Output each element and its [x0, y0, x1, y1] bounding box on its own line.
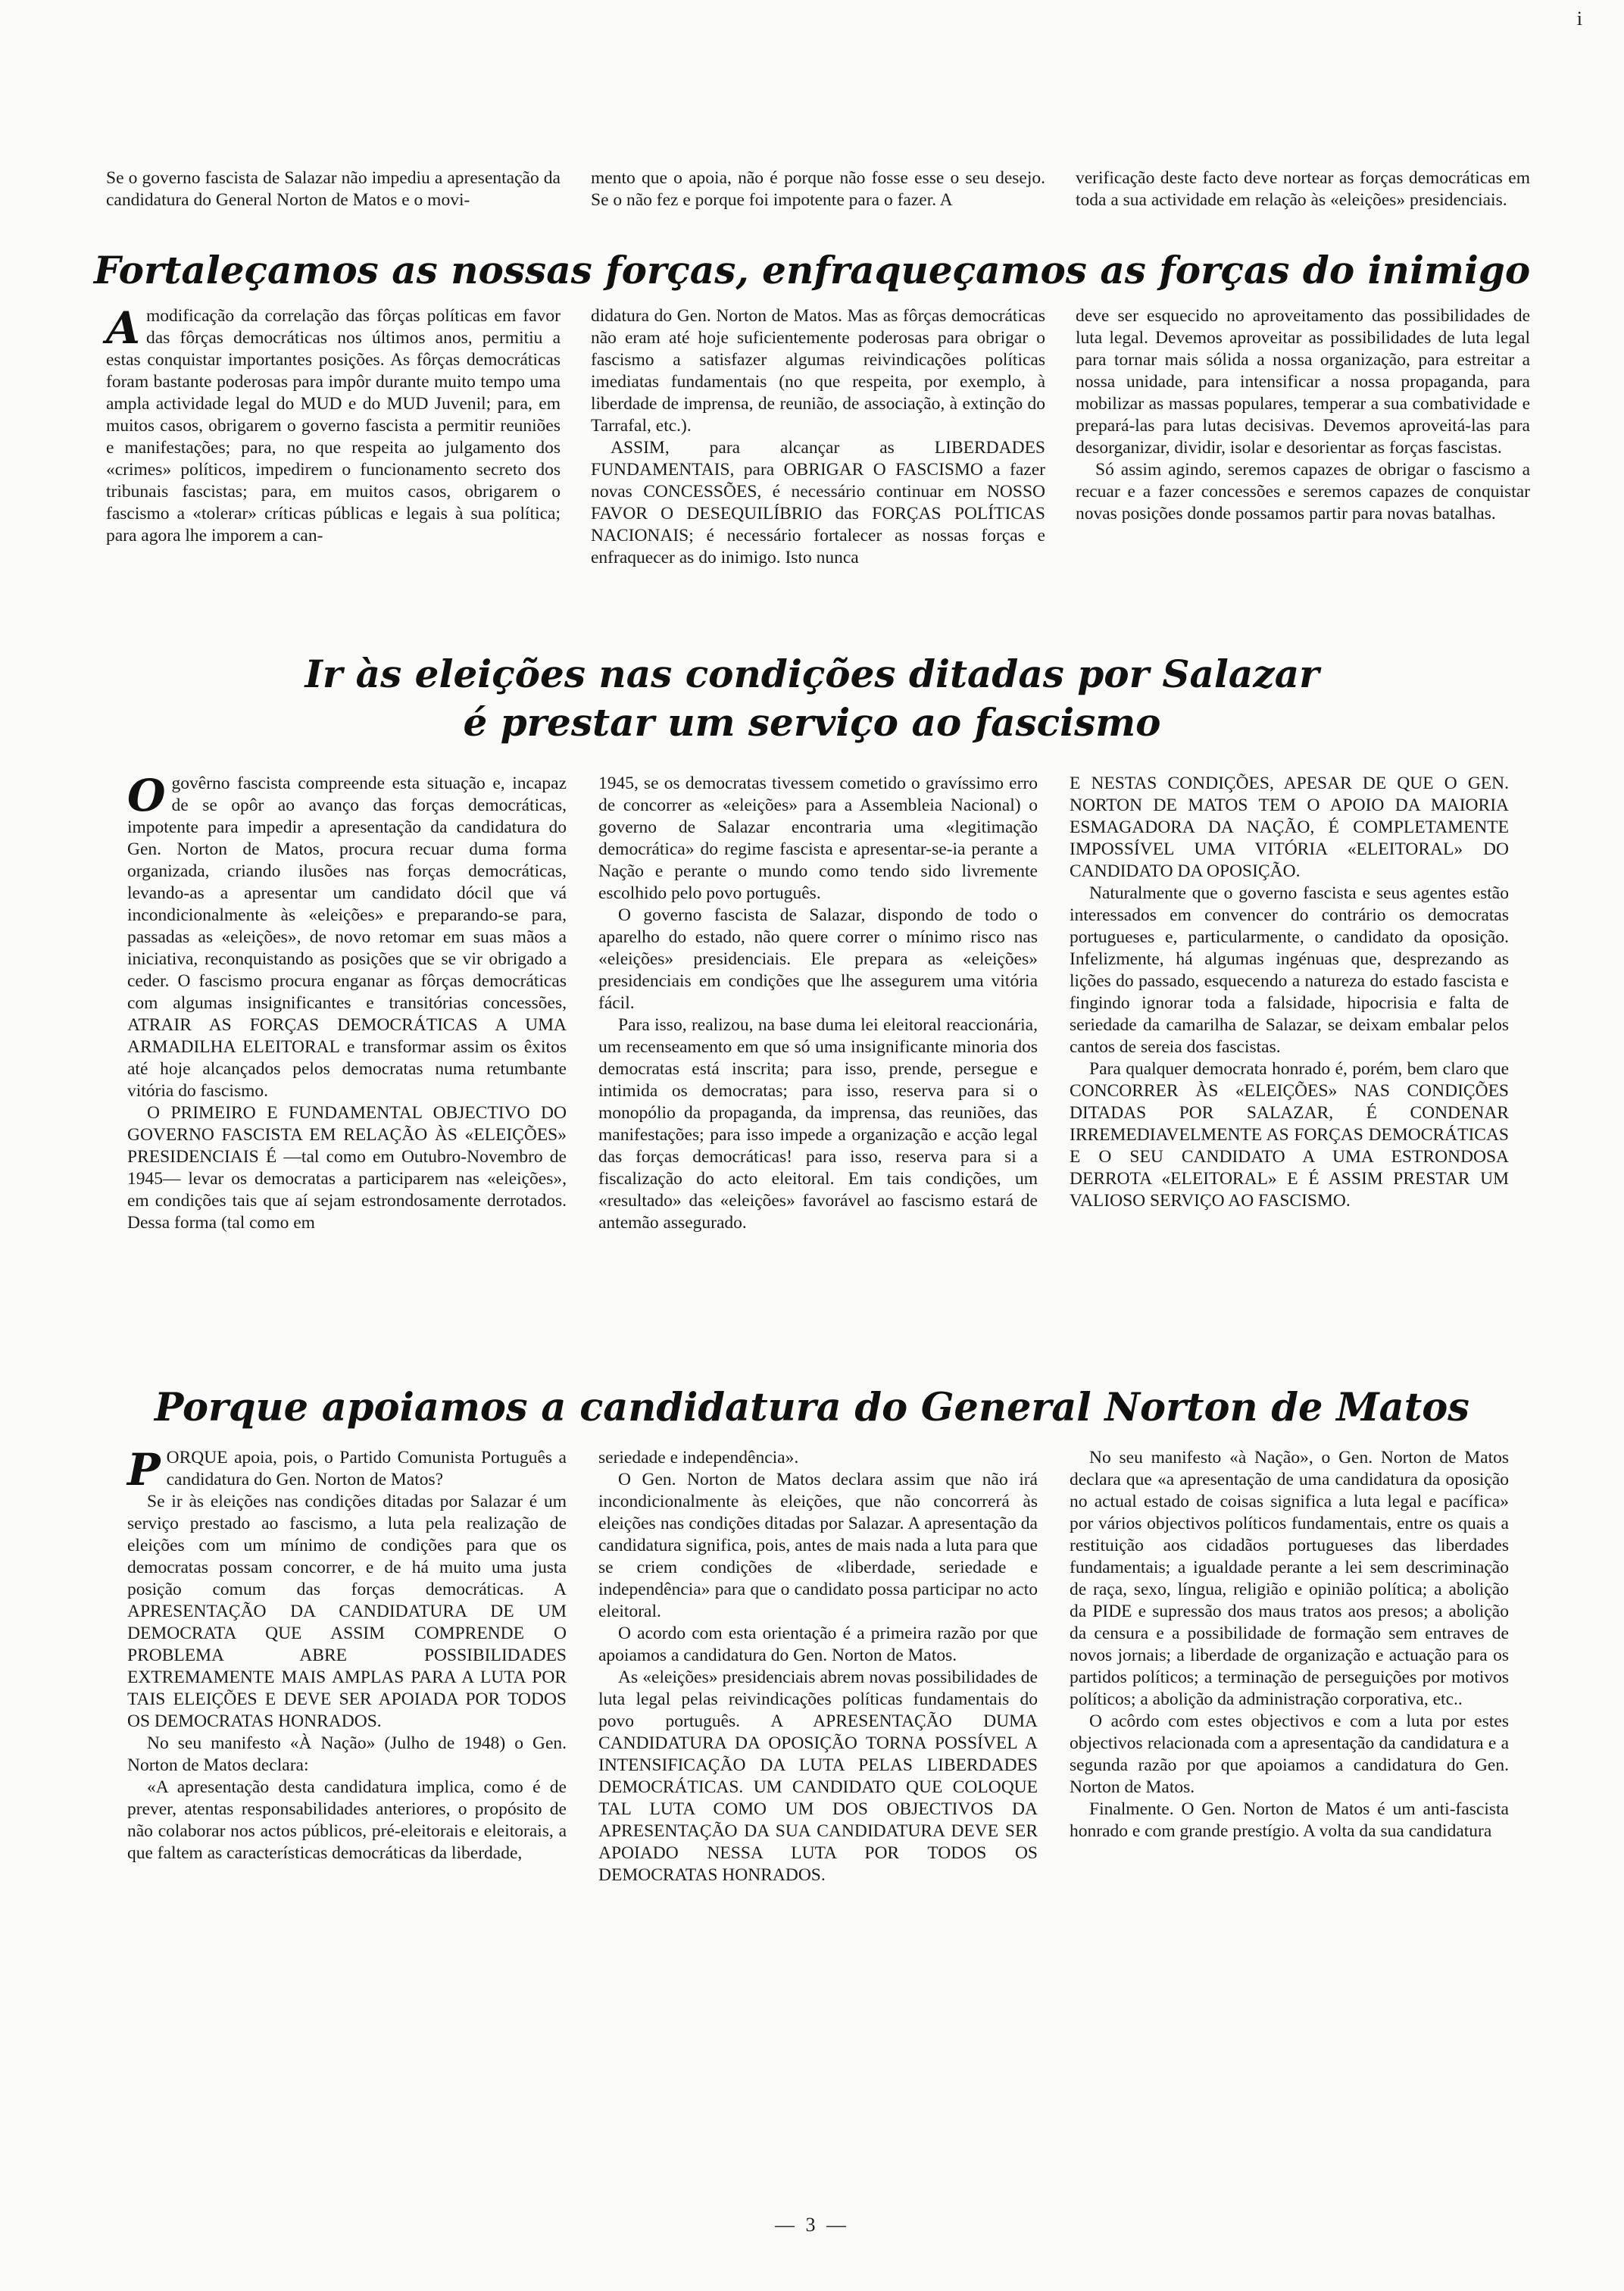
- paragraph: O acordo com esta orientação é a primeira razão por que apoiamos a candidatura do Gen. Norton de Matos.: [598, 1624, 1038, 1665]
- paragraph: seriedade e independência».: [598, 1448, 799, 1467]
- paragraph: didatura do Gen. Norton de Matos. Mas as fôrças democráticas não eram até hoje suficientemente poderosas para obrigar o fascismo a satisfazer algumas reivindicações políticas imediatas fundamentais (no que respeita, por exemplo, à liberdade de imprensa, de reunião, de associação, à extinção do Tarrafal, etc.).: [591, 306, 1045, 436]
- section2-headline: [0, 650, 1624, 747]
- paragraph: Se o governo fascista de Salazar não impediu a apresentação da candidatura do General Norton de Matos e o movi-: [106, 168, 561, 210]
- headline-line: é prestar um serviço ao fascismo: [463, 700, 1161, 745]
- paragraph: O acôrdo com estes objectivos e com a luta por estes objectivos relacionada com a apresentação da candidatura e a segunda razão por que apoiamos a candidatura do Gen. Norton de Matos.: [1070, 1711, 1509, 1797]
- paragraph: Para qualquer democrata honrado é, porém, bem claro que CONCORRER ÀS «ELEIÇÕES» NAS CONDIÇÕES DITADAS POR SALAZAR, É CONDENAR IRREMEDIAVELMENTE AS FORÇAS DEMOCRÁTICAS E O SEU CANDIDATO A UMA ESTRONDOSA DERROTA «ELEITORAL» E É ASSIM PRESTAR UM VALIOSO SERVIÇO AO FASCISMO.: [1070, 1059, 1509, 1211]
- dropcap: O: [127, 770, 166, 821]
- section2-col-3: [1070, 773, 1509, 1234]
- paragraph: mento que o apoia, não é porque não fosse esse o seu desejo. Se o não fez e porque foi impotente para o fazer. A: [591, 168, 1045, 210]
- section1-col-2: [591, 305, 1045, 569]
- section1-body: [106, 302, 1530, 569]
- paragraph: Se ir às eleições nas condições ditadas por Salazar é um serviço prestado ao fascismo, a luta pela realização de eleições com um mínimo de condições para que os democratas possam concorrer, e de há muito uma justa posição comum das forças democráticas. A APRESENTAÇÃO DA CANDIDATURA DE UM DEMOCRATA QUE ASSIM COMPRENDE O PROBLEMA ABRE POSSIBILIDADES EXTREMAMENTE MAIS AMPLAS PARA A LUTA POR TAIS ELEIÇÕES E DEVE SER APOIADA POR TODOS OS DEMOCRATAS HONRADOS.: [127, 1492, 567, 1731]
- section3-col-3: [1070, 1447, 1509, 1886]
- section1-col-3: [1076, 305, 1530, 569]
- paragraph: Naturalmente que o governo fascista e seus agentes estão interessados em convencer do contrário os democratas portugueses e, particularmente, o candidato da oposição. Infelizmente, há algumas ingénuas que, desprezando as lições do passado, esquecendo a natureza do estado fascista e fingindo ignorar toda a falsidade, hipocrisia e falta de seriedade da camarilha de Salazar, se deixam embalar pelos cantos de sereia dos fascistas.: [1070, 883, 1509, 1057]
- paragraph: No seu manifesto «à Nação», o Gen. Norton de Matos declara que «a apresentação de uma candidatura da oposição no actual estado de coisas significa a luta legal e pacífica» por vários objectivos políticos fundamentais, entre os quais a restituição aos cidadãos portugueses das liberdades fundamentais; a igualdade perante a lei sem descriminação de raça, sexo, língua, religião e opinião política; a abolição da PIDE e supressão dos maus tratos aos presos; a abolição da censura e a possibilidade de formação sem entraves de novos jornais; a liberdade de organização e actuação para os partidos políticos; a terminação de perseguições por motivos políticos; a abolição da administração corporativa, etc..: [1070, 1448, 1509, 1709]
- top-col-2: [591, 167, 1045, 211]
- section1-col-1: [106, 302, 561, 569]
- dropcap: P: [127, 1444, 161, 1496]
- section3-headline: Porque apoiamos a candidatura do General Norton de Matos: [155, 1385, 1469, 1430]
- section2-col-2: [598, 773, 1038, 1234]
- section3-col-2: [598, 1447, 1038, 1886]
- paragraph: O governo fascista de Salazar, dispondo de todo o aparelho do estado, não quere correr o mínimo risco nas «eleições» presidenciais. Ele prepara as «eleições» presidenciais em condições que lhe assegurem uma vitória fácil.: [598, 905, 1038, 1013]
- top-col-3: [1076, 167, 1530, 211]
- paragraph: As «eleições» presidenciais abrem novas possibilidades de luta legal pelas reivindicações políticas fundamentais do povo português. A APRESENTAÇÃO DUMA CANDIDATURA DA OPOSIÇÃO TORNA POSSÍVEL A INTENSIFICAÇÃO DA LUTA PELAS LIBERDADES DEMOCRÁTICAS. UM CANDIDATO QUE COLOQUE TAL LUTA COMO UM DOS OBJECTIVOS DA APRESENTAÇÃO DA SUA CANDIDATURA DEVE SER APOIADO NESSA LUTA POR TODOS OS DEMOCRATAS HONRADOS.: [598, 1667, 1038, 1885]
- section2-body: [127, 770, 1509, 1234]
- paragraph: 1945, se os democratas tivessem cometido o gravíssimo erro de concorrer as «eleições» para a Assembleia Nacional) o governo de Salazar encontraria uma «legitimação democrática» do regime fascista e apresentar-se-ia perante a Nação e perante o mundo como tendo sido livremente escolhido pelo povo português.: [598, 774, 1038, 903]
- section2-col-1: [127, 770, 567, 1234]
- paragraph: ORQUE apoia, pois, o Partido Comunista Português a candidatura do Gen. Norton de Matos?: [166, 1448, 567, 1489]
- paragraph: «A apresentação desta candidatura implica, como é de prever, atentas responsabilidades anteriores, o propósito de não colaborar nos actos públicos, pré-eleitorais e eleitorais, a que faltem as características democráticas da liberdade,: [127, 1777, 567, 1863]
- page-mark: i: [1576, 8, 1582, 30]
- section3-col-1: [127, 1444, 567, 1886]
- section1-headline: Fortaleçamos as nossas forças, enfraqueçamos as forças do inimigo: [93, 248, 1531, 292]
- paragraph: E NESTAS CONDIÇÕES, APESAR DE QUE O GEN. NORTON DE MATOS TEM O APOIO DA MAIORIA ESMAGADORA DA NAÇÃO, É COMPLETAMENTE IMPOSSÍVEL UMA VITÓRIA «ELEITORAL» DO CANDIDATO DA OPOSIÇÃO.: [1070, 774, 1509, 881]
- paragraph: O PRIMEIRO E FUNDAMENTAL OBJECTIVO DO GOVERNO FASCISTA EM RELAÇÃO ÀS «ELEIÇÕES» PRESIDENCIAIS É —tal como em Outubro-Novembro de 1945— levar os democratas a participarem nas «eleições», em condições tais que aí sejam estrondosamente derrotados. Dessa forma (tal como em: [127, 1103, 567, 1233]
- paragraph: Finalmente. O Gen. Norton de Matos é um anti-fascista honrado e com grande prestígio. A volta da sua candidatura: [1070, 1799, 1509, 1841]
- page-number: — 3 —: [775, 2214, 849, 2236]
- paragraph: govêrno fascista compreende esta situação e, incapaz de se opôr ao avanço das forças democráticas, impotente para impedir a apresentação da candidatura do Gen. Norton de Matos, procura recuar duma forma organizada, criando ilusões nas forças democráticas, levando-as a apresentar um candidato dócil que vá incondicionalmente às «eleições» e preparando-se para, passadas as «eleições», de novo retomar em suas mãos a iniciativa, reconquistando as posições que se vir obrigado a ceder. O fascismo procura enganar as fôrças democráticas com algumas insignificantes e transitórias concessões, ATRAIR AS FORÇAS DEMOCRÁTICAS A UMA ARMADILHA ELEITORAL e transformar assim os êxitos até hoje alcançados pelos democratas numa retumbante vitória do fascismo.: [127, 774, 567, 1101]
- headline-line: Ir às eleições nas condições ditadas por Salazar: [304, 652, 1320, 696]
- paragraph: modificação da correlação das fôrças políticas em favor das fôrças democráticas nos últimos anos, permitiu a estas conquistar importantes posições. As fôrças democráticas foram bastante poderosas para impôr durante muito tempo uma ampla actividade legal do MUD e do MUD Juvenil; para, em muitos casos, obrigarem o governo fascista a permitir reuniões e manifestações; para, no que respeita ao julgamento dos «crimes» políticos, impedirem o funcionamento secreto dos tribunais fascistas; para, em muitos casos, obrigarem o fascismo a «tolerar» críticas públicas e legais à sua política; para agora lhe imporem a can-: [106, 306, 561, 545]
- dropcap: A: [106, 302, 141, 354]
- paragraph: ASSIM, para alcançar as LIBERDADES FUNDAMENTAIS, para OBRIGAR O FASCISMO a fazer novas CONCESSÕES, é necessário continuar em NOSSO FAVOR O DESEQUILÍBRIO das FORÇAS POLÍTICAS NACIONAIS; é necessário fortalecer as nossas forças e enfraquecer as do inimigo. Isto nunca: [591, 438, 1045, 567]
- top-col-1: [106, 167, 561, 211]
- paragraph: O Gen. Norton de Matos declara assim que não irá incondicionalmente às eleições, que não concorrerá às eleições nas condições ditadas por Salazar. A apresentação da candidatura significa, pois, antes de mais nada a luta para que se criem condições de «liberdade, seriedade e independência» para que o candidato possa participar no acto eleitoral.: [598, 1470, 1038, 1621]
- paragraph: Só assim agindo, seremos capazes de obrigar o fascismo a recuar e a fazer concessões e seremos capazes de conquistar novas posições donde possamos partir para novas batalhas.: [1076, 460, 1530, 524]
- paragraph: Para isso, realizou, na base duma lei eleitoral reaccionária, um recenseamento em que só uma insignificante minoria dos democratas está inscrita; para isso, prende, persegue e intimida os democratas; para isso, reserva para si o monopólio da propaganda, da imprensa, das reuniões, das manifestações; para isso impede a organização e acção legal das forças democráticas! para isso, reserva para si a fiscalização do acto eleitoral. Em tais condições, um «resultado» das «eleições» favorável ao fascismo estará de antemão assegurado.: [598, 1015, 1038, 1233]
- paragraph: deve ser esquecido no aproveitamento das possibilidades de luta legal. Devemos aproveitar as possibilidades de luta legal para tornar mais sólida a nossa organização, para estreitar a nossa unidade, para intensificar a nossa propaganda, para mobilizar as massas populares, temperar a sua combatividade e prepará-las para lutas decisivas. Devemos aproveitá-las para desorganizar, dividir, isolar e desorientar as forças fascistas.: [1076, 306, 1530, 458]
- section3-body: [127, 1444, 1509, 1886]
- top-continuation: [106, 167, 1530, 211]
- paragraph: No seu manifesto «À Nação» (Julho de 1948) o Gen. Norton de Matos declara:: [127, 1733, 567, 1775]
- paragraph: verificação deste facto deve nortear as forças democráticas em toda a sua actividade em relação às «eleições» presidenciais.: [1076, 168, 1530, 210]
